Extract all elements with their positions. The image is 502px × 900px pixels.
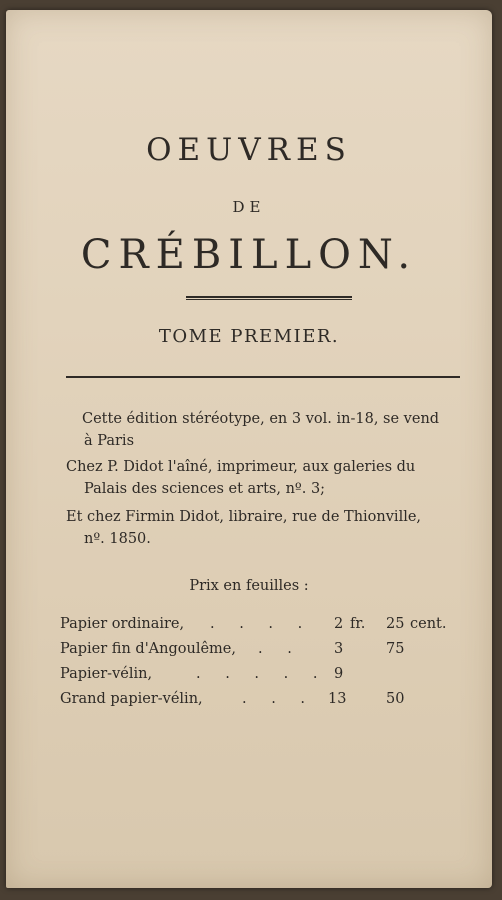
- price-row: [60, 616, 470, 641]
- price-label: Papier ordinaire,: [60, 616, 185, 632]
- edition-line-1: Cette édition stéréotype, en 3 vol. in-18, se vend: [82, 411, 440, 427]
- decorative-rule-short: [186, 296, 352, 300]
- price-cents: 50: [386, 691, 405, 707]
- edition-paragraph: [60, 408, 470, 452]
- price-francs-unit: fr.: [350, 616, 366, 632]
- price-leader-dots: . .: [258, 641, 302, 657]
- price-leader-dots: . . .: [242, 691, 316, 707]
- price-francs: 3: [334, 641, 344, 657]
- title-oeuvres: OEUVRES: [146, 132, 352, 168]
- author-name: CRÉBILLON.: [80, 232, 418, 278]
- volume-title: TOME PREMIER.: [158, 326, 340, 347]
- edition-line-3: Chez P. Didot l'aîné, imprimeur, aux galeries du: [66, 459, 416, 475]
- edition-line-6: nº. 1850.: [84, 531, 151, 547]
- price-row: [60, 666, 470, 691]
- title-de: DE: [232, 198, 266, 216]
- price-cents: 25: [386, 616, 405, 632]
- price-label: Grand papier-vélin,: [60, 691, 203, 707]
- price-leader-dots: . . . .: [210, 616, 313, 632]
- price-francs: 13: [328, 691, 347, 707]
- edition-line-4: Palais des sciences et arts, nº. 3;: [84, 481, 326, 497]
- price-row: [60, 691, 470, 716]
- publisher-firmin-paragraph: [60, 506, 470, 550]
- price-row: [60, 641, 470, 666]
- price-label: Papier-vélin,: [60, 666, 153, 682]
- price-label: Papier fin d'Angoulême,: [60, 641, 236, 657]
- publisher-didot-paragraph: [60, 456, 470, 500]
- book-page: [6, 10, 492, 888]
- price-francs: 2: [334, 616, 344, 632]
- edition-line-5: Et chez Firmin Didot, libraire, rue de Thionville,: [66, 509, 422, 525]
- price-cents: 75: [386, 641, 405, 657]
- decorative-rule-long: [66, 376, 460, 378]
- price-leader-dots: . . . . .: [196, 666, 328, 682]
- price-francs: 9: [334, 666, 344, 682]
- prices-heading: Prix en feuilles :: [189, 578, 309, 594]
- price-list: [60, 616, 470, 716]
- edition-line-2: à Paris: [84, 433, 135, 449]
- price-cents-unit: cent.: [410, 616, 447, 632]
